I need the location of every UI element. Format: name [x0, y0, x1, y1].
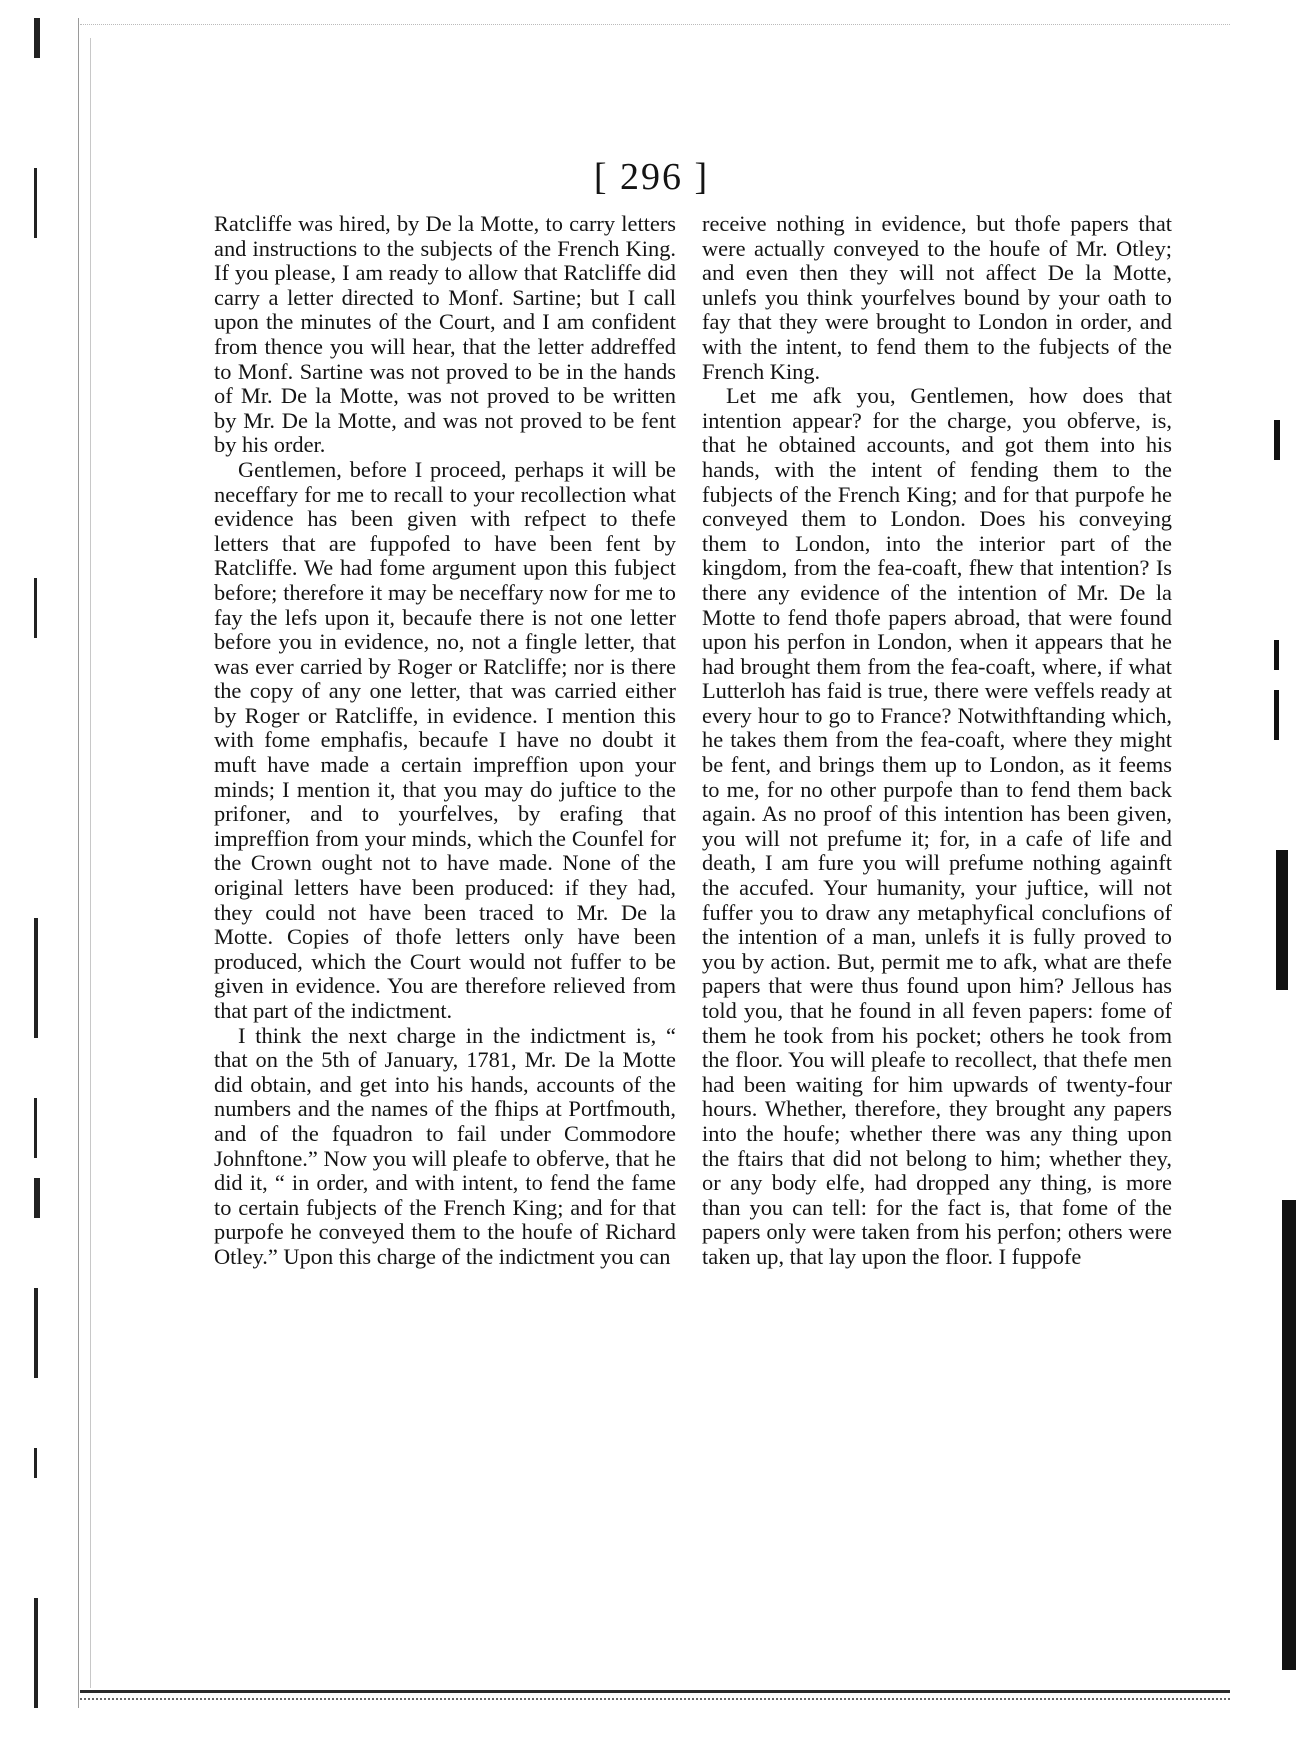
paragraph: Let me afk you, Gentlemen, how does that intention appear? for the charge, you obferve, is, that he obtained accounts, and got them into his hands, with the intent of fending them to the fubjects of the French King; and for that purpofe he conveyed them to London. Does his conveying them to London, into the interior part of the kingdom, from the fea-coaft, fhew that intention? Is there any evidence of the intention of Mr. De la Motte to fend thofe papers abroad, that were found upon his perfon in London, when it appears that he had brought them from the fea-coaft, where, if what Lutterloh has faid is true, there were veffels ready at every hour to go to France? Notwithftanding which, he takes them from the fea-coaft, where they might be fent, and brings them up to London, as it feems to me, for no other purpofe than to fend them back again. As no proof of this intention has been given, you will not prefume it; for, in a cafe of life and death, I am fure you will prefume nothing againft the accufed. Your humanity, your juftice, will not fuffer you to draw any metaphyfical conclufions of the intention of a man, unlefs it is fully proved to you by action. But, permit me to afk, what are thefe papers that were thus found upon him? Jellous has told you, that he found in all feven papers: fome of them he took from his pocket; others he took from the floor. You will pleafe to recollect, that thefe men had been waiting for him upwards of twenty-four hours. Whether, therefore, they brought any papers into the houfe; whether there was any thing upon the ftairs that did not belong to him; whether they, or any body elfe, had dropped any thing, is more than you can tell: for the fact is, that fome of the papers only were taken from his perfon; others were taken up, that lay upon the floor. I fuppofe	[702, 383, 1172, 1269]
paragraph: receive nothing in evidence, but thofe papers that were actually conveyed to the houfe of Mr. Otley; and even then they will not affect De la Motte, unlefs you think yourfelves bound by your oath to fay that they were brought to London in order, and with the intent, to fend them to the fubjects of the French King.	[702, 211, 1172, 384]
page-number: [ 296 ]	[593, 156, 710, 198]
paragraph: Ratcliffe was hired, by De la Motte, to carry letters and instructions to the subjects of the French King. If you please, I am ready to allow that Ratcliffe did carry a letter directed to Monf. Sartine; but I call upon the minutes of the Court, and I am confident from thence you will hear, that the letter addreffed to Monf. Sartine was not proved to be in the hands of Mr. De la Motte, was not proved to be written by Mr. De la Motte, and was not proved to be fent by his order.	[214, 211, 676, 458]
scan-bottom-rule	[80, 1690, 1230, 1693]
paragraph: I think the next charge in the indictment is, “ that on the 5th of January, 1781, Mr. De la Motte did obtain, and get into his hands, accounts of the numbers and the names of the fhips at Portfmouth, and of the fquadron to fail under Commodore Johnftone.” Now you will pleafe to obferve, that he did it, “ in order, and with intent, to fend the fame to certain fubjects of the French King; and for that purpofe he conveyed them to the houfe of Richard Otley.” Upon this charge of the indictment you can	[214, 1022, 676, 1269]
scan-right-edge	[1268, 0, 1298, 1755]
scan-top-noise	[80, 10, 1230, 25]
binding-gutter	[34, 18, 42, 1728]
scan-bottom-noise	[80, 1698, 1230, 1704]
right-text-column	[702, 212, 1172, 1270]
left-text-column	[214, 212, 676, 1270]
paragraph: Gentlemen, before I proceed, perhaps it will be neceffary for me to recall to your recollection what evidence has been given with refpect to thefe letters that are fuppofed to have been fent by Ratcliffe. We had fome argument upon this fubject before; therefore it may be neceffary now for me to fay the lefs upon it, becaufe there is not one letter before you in evidence, no, not a fingle letter, that was ever carried by Roger or Ratcliffe; nor is there the copy of any one letter, that was carried either by Roger or Ratcliffe, in evidence. I mention this with fome emphafis, becaufe I have no doubt it muft have made a certain impreffion upon your minds; I mention it, that you may do juftice to the prifoner, and to yourfelves, by erafing that impreffion from your minds, which the Counfel for the Crown ought not to have made. None of the original letters have been produced: if they had, they could not have been traced to Mr. De la Motte. Copies of thofe letters only have been produced, which the Court would not fuffer to be given in evidence. You are therefore relieved from that part of the indictment.	[214, 456, 676, 1023]
